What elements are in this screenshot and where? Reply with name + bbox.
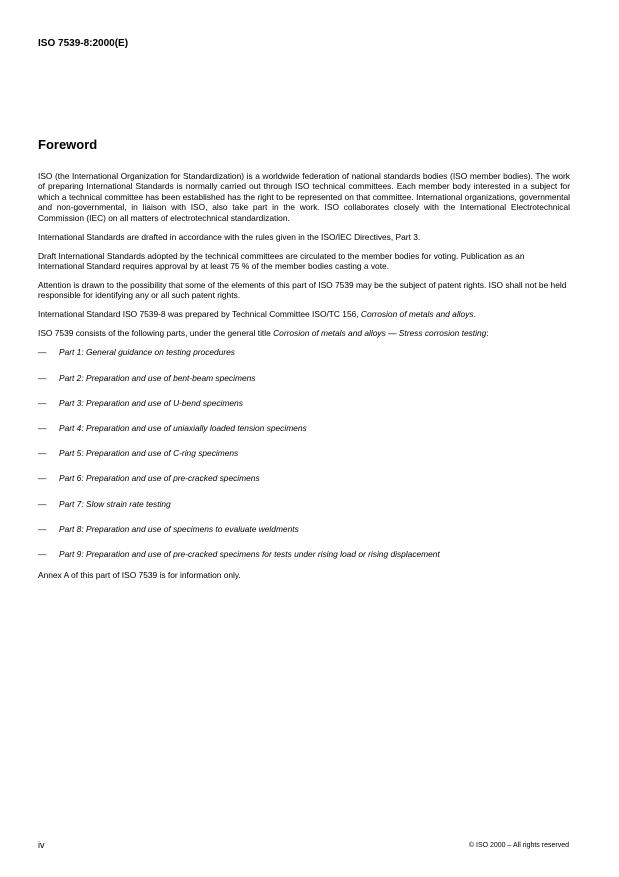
- part-title: Part 1: General guidance on testing procedures: [59, 347, 235, 358]
- paragraph-technical-committee: [38, 309, 570, 319]
- part-title: Part 3: Preparation and use of U-bend specimens: [59, 397, 243, 408]
- parts-intro-text: ISO 7539 consists of the following parts, under the general title: [38, 328, 274, 339]
- page-title: Foreword: [38, 137, 98, 152]
- dash-bullet: —: [38, 473, 47, 484]
- parts-intro-suffix: :: [486, 328, 489, 339]
- copyright-notice: © ISO 2000 – All rights reserved: [468, 842, 569, 849]
- document-id-header: ISO 7539-8:2000(E): [38, 38, 129, 49]
- list-item: [38, 347, 570, 357]
- dash-bullet: —: [38, 498, 47, 509]
- list-item: [38, 373, 570, 383]
- part-title: Part 7: Slow strain rate testing: [59, 498, 171, 509]
- dash-bullet: —: [38, 423, 47, 433]
- part-title: Part 9: Preparation and use of pre-cracked specimens for tests under rising load or rising displacement: [59, 548, 440, 559]
- paragraph-parts-intro: [38, 328, 570, 338]
- list-item: [38, 473, 570, 483]
- tc-title-italic: Corrosion of metals and alloys: [360, 309, 474, 320]
- dash-bullet: —: [38, 448, 47, 459]
- part-title: Part 6: Preparation and use of pre-cracked specimens: [59, 473, 260, 484]
- part-title: Part 8: Preparation and use of specimens to evaluate weldments: [59, 523, 299, 534]
- tc-text: International Standard ISO 7539-8 was prepared by Technical Committee ISO/TC 156,: [38, 309, 361, 320]
- foreword-body: [38, 171, 570, 589]
- dash-bullet: —: [38, 548, 47, 559]
- paragraph-directives: International Standards are drafted in accordance with the rules given in the ISO/IEC Directives, Part 3.: [38, 231, 421, 242]
- paragraph-patent-rights: Attention is drawn to the possibility that some of the elements of this part of ISO 7539 may be the subject of patent rights. ISO shall not be held responsible for identifying any or all such patent rights.: [38, 280, 567, 301]
- part-title: Part 5: Preparation and use of C-ring specimens: [59, 448, 239, 459]
- part-title: Part 4: Preparation and use of uniaxially loaded tension specimens: [59, 423, 307, 433]
- dash-bullet: —: [38, 523, 47, 534]
- paragraph-voting: Draft International Standards adopted by the technical committees are circulated to the member bodies for voting. Publication as an International Standard requires approval by at least 75 % of the member bodies casting a vote.: [38, 250, 525, 272]
- part-title: Part 2: Preparation and use of bent-beam specimens: [59, 372, 256, 383]
- list-item: [38, 524, 570, 534]
- list-item: [38, 499, 570, 509]
- list-item: [38, 423, 570, 433]
- list-item: [38, 549, 570, 559]
- dash-bullet: —: [38, 397, 47, 408]
- dash-bullet: —: [38, 347, 47, 358]
- page-number: iv: [38, 840, 45, 850]
- parts-list: [38, 347, 570, 559]
- list-item: [38, 398, 570, 408]
- tc-suffix: .: [473, 309, 476, 320]
- general-title-italic: Corrosion of metals and alloys — Stress corrosion testing: [273, 328, 487, 339]
- paragraph-iso-overview: ISO (the International Organization for Standardization) is a worldwide federation of national standards bodies (ISO member bodies). The work of preparing International Standards is normally carried out through ISO technical committees. Each member body interested in a subject for which a technical committee has been established has the right to be represented on that committee. International organizations, governmental and non-governmental, in liaison with ISO, also take part in the work. ISO collaborates closely with the International Electrotechnical Commission (IEC) on all matters of electrotechnical standardization.: [38, 171, 570, 223]
- dash-bullet: —: [38, 372, 47, 383]
- annex-note: Annex A of this part of ISO 7539 is for information only.: [38, 570, 241, 581]
- list-item: [38, 448, 570, 458]
